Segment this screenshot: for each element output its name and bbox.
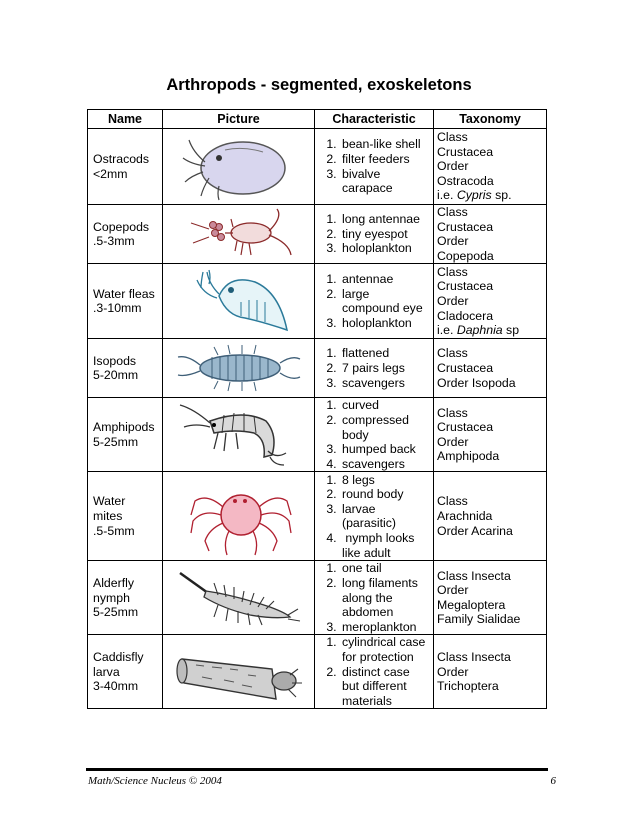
- characteristics-list: [318, 137, 430, 195]
- taxonomy-cell: [434, 339, 547, 398]
- table-row: [88, 561, 547, 635]
- table-row: [88, 472, 547, 561]
- taxonomy-text: Class: [437, 130, 468, 145]
- isopod-icon: [174, 341, 304, 395]
- taxonomy-text: Crustacea: [437, 144, 494, 159]
- footer-copyright: Math/Science Nucleus © 2004: [88, 775, 222, 787]
- taxonomy-line: [437, 435, 543, 450]
- taxonomy-line: [437, 234, 543, 249]
- characteristics-list: [318, 346, 430, 390]
- table-header-row: [88, 110, 547, 129]
- organism-picture: [163, 339, 315, 398]
- taxonomy-cell: [434, 561, 547, 635]
- genus-name: Daphnia: [456, 323, 503, 338]
- characteristics-cell: [315, 205, 434, 264]
- taxonomy-line: [437, 130, 543, 145]
- taxonomy-line: [437, 665, 543, 680]
- characteristics-cell: [315, 635, 434, 709]
- characteristic-item: 3. scavengers: [340, 376, 430, 391]
- taxonomy-line: [437, 220, 543, 235]
- size-line: 5-25mm: [93, 434, 139, 449]
- taxonomy-line: [437, 249, 543, 264]
- size-line: 5-25mm: [93, 605, 139, 620]
- caddisfly-larva-icon: [172, 639, 306, 705]
- table-row: [88, 339, 547, 398]
- taxonomy-line: [437, 524, 543, 539]
- name-line: Water fleas: [93, 286, 155, 301]
- characteristics-list: [318, 212, 430, 256]
- genus-name: Cypris: [456, 188, 492, 203]
- taxonomy-line: [437, 323, 543, 338]
- taxonomy-text: Class: [437, 346, 468, 361]
- characteristics-cell: [315, 472, 434, 561]
- name-line: Alderfly: [93, 575, 135, 590]
- footer-rule: [86, 768, 548, 771]
- taxonomy-line: [437, 420, 543, 435]
- taxonomy-cell: [434, 472, 547, 561]
- taxonomy-suffix: sp.: [491, 188, 512, 203]
- taxonomy-line: [437, 569, 543, 584]
- organism-name: [88, 635, 163, 709]
- organism-name: [88, 561, 163, 635]
- table-row: [88, 635, 547, 709]
- organism-picture: [163, 635, 315, 709]
- size-line: .3-10mm: [93, 301, 142, 316]
- characteristic-item: 1. curved: [340, 398, 430, 413]
- taxonomy-cell: [434, 129, 547, 205]
- taxonomy-text: Order: [437, 434, 469, 449]
- characteristic-item: 3. bivalve carapace: [340, 167, 430, 196]
- header-picture: Picture: [163, 110, 315, 129]
- organism-name: [88, 264, 163, 339]
- taxonomy-line: [437, 679, 543, 694]
- characteristic-item: 1. one tail: [340, 561, 430, 576]
- taxonomy-line: [437, 650, 543, 665]
- characteristic-item: 3. larvae (parasitic): [340, 502, 430, 531]
- taxonomy-suffix: sp: [502, 323, 520, 338]
- organism-picture: [163, 472, 315, 561]
- organism-picture: [163, 129, 315, 205]
- taxonomy-text: Class: [437, 264, 468, 279]
- taxonomy-text: Crustacea: [437, 279, 494, 294]
- taxonomy-line: [437, 265, 543, 280]
- taxonomy-text: Arachnida: [437, 509, 493, 524]
- size-line: .5-5mm: [93, 523, 135, 538]
- taxonomy-text: Order: [437, 234, 469, 249]
- taxonomy-text: Class Insecta: [437, 568, 511, 583]
- taxonomy-cell: [434, 635, 547, 709]
- taxonomy-line: [437, 279, 543, 294]
- organism-name: [88, 129, 163, 205]
- taxonomy-line: [437, 376, 543, 391]
- characteristic-item: 1. flattened: [340, 346, 430, 361]
- characteristic-item: 2. 7 pairs legs: [340, 361, 430, 376]
- characteristics-cell: [315, 129, 434, 205]
- taxonomy-text: Crustacea: [437, 219, 494, 234]
- characteristic-item: 1. antennae: [340, 272, 430, 287]
- taxonomy-line: [437, 294, 543, 309]
- characteristics-list: [318, 398, 430, 471]
- characteristic-item: 2. distinct case but different materials: [340, 665, 430, 709]
- header-name: Name: [88, 110, 163, 129]
- organism-picture: [163, 205, 315, 264]
- taxonomy-text: Order: [437, 583, 469, 598]
- ostracod-icon: [179, 132, 299, 202]
- size-line: 5-20mm: [93, 368, 139, 383]
- organism-picture: [163, 398, 315, 472]
- characteristic-item: 3. humped back: [340, 442, 430, 457]
- taxonomy-text: Class: [437, 405, 468, 420]
- copepod-icon: [179, 207, 299, 261]
- organism-name: [88, 205, 163, 264]
- taxonomy-text: Trichoptera: [437, 679, 499, 694]
- size-line: <2mm: [93, 166, 128, 181]
- characteristics-cell: [315, 561, 434, 635]
- header-taxonomy: Taxonomy: [434, 110, 547, 129]
- name-line: Water: [93, 494, 126, 509]
- characteristic-item: 2. compressed body: [340, 413, 430, 442]
- characteristic-item: 3. holoplankton: [340, 241, 430, 256]
- taxonomy-text: Order: [437, 664, 469, 679]
- characteristic-item: 1. bean-like shell: [340, 137, 430, 152]
- size-line: 3-40mm: [93, 679, 139, 694]
- taxonomy-cell: [434, 264, 547, 339]
- organism-picture: [163, 264, 315, 339]
- water-flea-icon: [179, 266, 299, 336]
- taxonomy-line: [437, 494, 543, 509]
- characteristic-item: 2. round body: [340, 487, 430, 502]
- taxonomy-text: Class: [437, 494, 468, 509]
- characteristics-cell: [315, 398, 434, 472]
- taxonomy-text: Order Acarina: [437, 523, 513, 538]
- taxonomy-text: Crustacea: [437, 420, 494, 435]
- organism-picture: [163, 561, 315, 635]
- page-number: 6: [550, 775, 556, 787]
- taxonomy-line: [437, 598, 543, 613]
- taxonomy-text: Ostracoda: [437, 173, 494, 188]
- taxonomy-line: [437, 406, 543, 421]
- name-line: mites: [93, 509, 123, 524]
- name-line: Amphipods: [93, 420, 155, 435]
- table-row: [88, 264, 547, 339]
- taxonomy-line: [437, 159, 543, 174]
- characteristic-item: 4. nymph looks like adult: [340, 531, 430, 560]
- characteristic-item: 3. meroplankton: [340, 620, 430, 635]
- table-row: [88, 205, 547, 264]
- taxonomy-line: [437, 309, 543, 324]
- table-row: [88, 129, 547, 205]
- taxonomy-cell: [434, 398, 547, 472]
- water-mite-icon: [179, 475, 299, 557]
- taxonomy-text: Order: [437, 159, 469, 174]
- taxonomy-line: [437, 188, 543, 203]
- organism-name: [88, 398, 163, 472]
- taxonomy-line: [437, 509, 543, 524]
- taxonomy-line: [437, 449, 543, 464]
- page-title: Arthropods - segmented, exoskeletons: [166, 76, 472, 94]
- taxonomy-line: [437, 205, 543, 220]
- characteristic-item: 2. large compound eye: [340, 287, 430, 316]
- name-line: nymph: [93, 590, 130, 605]
- characteristics-list: [318, 272, 430, 330]
- taxonomy-line: [437, 346, 543, 361]
- table-row: [88, 398, 547, 472]
- taxonomy-line: [437, 145, 543, 160]
- taxonomy-text: Crustacea: [437, 361, 494, 376]
- taxonomy-text: Family Sialidae: [437, 612, 521, 627]
- taxonomy-cell: [434, 205, 547, 264]
- characteristic-item: 2. filter feeders: [340, 152, 430, 167]
- characteristics-cell: [315, 339, 434, 398]
- size-line: .5-3mm: [93, 234, 135, 249]
- characteristics-list: [318, 473, 430, 561]
- taxonomy-line: [437, 361, 543, 376]
- taxonomy-text: Order Isopoda: [437, 375, 516, 390]
- taxonomy-text: Copepoda: [437, 248, 494, 263]
- taxonomy-text: Class Insecta: [437, 649, 511, 664]
- header-characteristic: Characteristic: [315, 110, 434, 129]
- characteristic-item: 1. long antennae: [340, 212, 430, 227]
- characteristics-cell: [315, 264, 434, 339]
- taxonomy-text: Cladocera: [437, 308, 494, 323]
- taxonomy-text: Order: [437, 294, 469, 309]
- characteristic-item: 2. long filaments along the abdomen: [340, 576, 430, 620]
- taxonomy-line: [437, 583, 543, 598]
- alderfly-nymph-icon: [174, 565, 304, 631]
- characteristic-item: 3. holoplankton: [340, 316, 430, 331]
- characteristic-item: 2. tiny eyespot: [340, 227, 430, 242]
- name-line: Isopods: [93, 353, 137, 368]
- taxonomy-text: i.e.: [437, 188, 457, 203]
- characteristic-item: 4. scavengers: [340, 457, 430, 472]
- arthropods-table: [87, 109, 547, 709]
- taxonomy-text: i.e.: [437, 323, 457, 338]
- name-line: larva: [93, 664, 120, 679]
- characteristic-item: 1. 8 legs: [340, 473, 430, 488]
- name-line: Caddisfly: [93, 649, 144, 664]
- amphipod-icon: [174, 401, 304, 469]
- name-line: Copepods: [93, 219, 150, 234]
- taxonomy-text: Megaloptera: [437, 597, 506, 612]
- taxonomy-line: [437, 612, 543, 627]
- organism-name: [88, 472, 163, 561]
- taxonomy-line: [437, 174, 543, 189]
- taxonomy-text: Amphipoda: [437, 449, 500, 464]
- name-line: Ostracods: [93, 151, 150, 166]
- characteristics-list: [318, 561, 430, 634]
- taxonomy-text: Class: [437, 205, 468, 219]
- organism-name: [88, 339, 163, 398]
- characteristics-list: [318, 635, 430, 708]
- characteristic-item: 1. cylindrical case for protection: [340, 635, 430, 664]
